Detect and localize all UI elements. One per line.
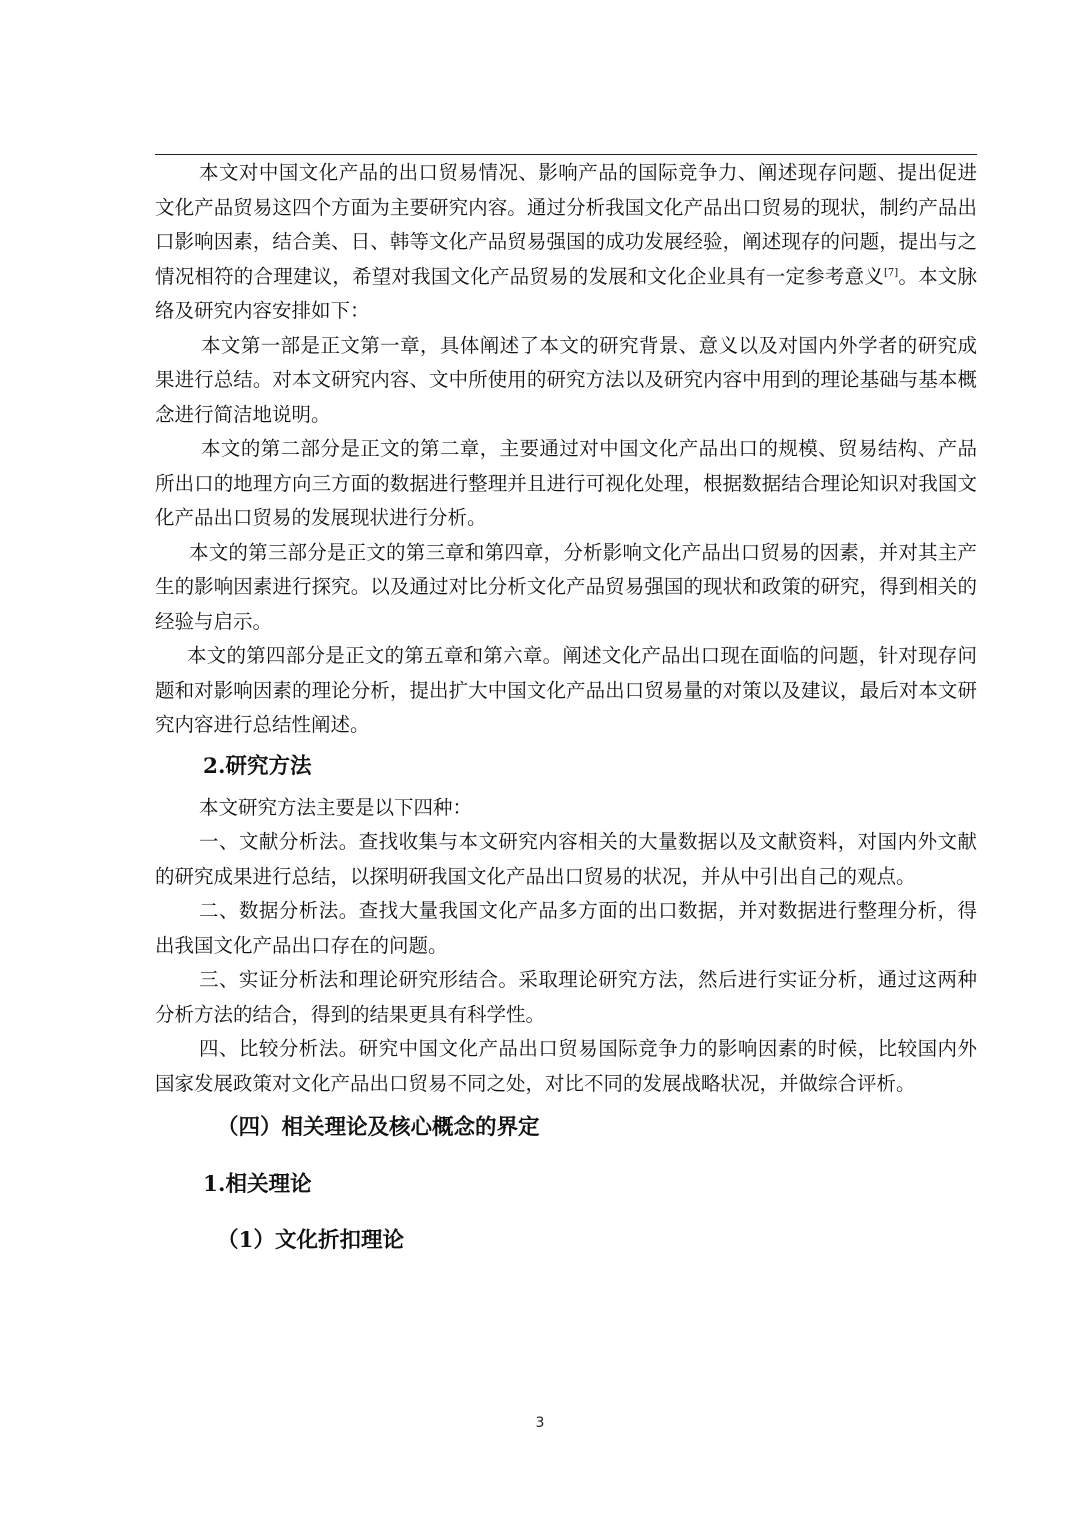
page-body: [155, 156, 977, 1256]
page-number: 3: [535, 1415, 545, 1431]
method-item-literature: 一、文献分析法。查找收集与本文研究内容相关的大量数据以及文献资料，对国内外文献的研究成果进行总结，以探明研我国文化产品出口贸易的状况，并从中引出自己的观点。: [155, 830, 977, 888]
heading-research-methods: 2.研究方法: [203, 753, 312, 779]
paragraph-part-1: 本文第一部是正文第一章，具体阐述了本文的研究背景、意义以及对国内外学者的研究成果进行总结。对本文研究内容、文中所使用的研究方法以及研究内容中用到的理论基础与基本概念进行简洁地说明。: [155, 333, 977, 426]
heading-section-four: （四）相关理论及核心概念的界定: [217, 1115, 540, 1140]
paragraph-part-4: 本文的第四部分是正文的第五章和第六章。阐述文化产品出口现在面临的问题，针对现存问题和对影响因素的理论分析，提出扩大中国文化产品出口贸易量的对策以及建议，最后对本文研究内容进行总结性阐述。: [155, 644, 977, 736]
paragraph-intro: [155, 156, 977, 329]
method-item-comparative: 四、比较分析法。研究中国文化产品出口贸易国际竞争力的影响因素的时候，比较国内外国家发展政策对文化产品出口贸易不同之处，对比不同的发展战略状况，并做综合评析。: [155, 1037, 977, 1095]
paragraph-part-2: 本文的第二部分是正文的第二章，主要通过对中国文化产品出口的规模、贸易结构、产品所出口的地理方向三方面的数据进行整理并且进行可视化处理，根据数据结合理论知识对我国文化产品出口贸易的发展现状进行分析。: [155, 437, 977, 529]
heading-cultural-discount-theory: （1）文化折扣理论: [217, 1228, 404, 1253]
method-item-empirical: 三、实证分析法和理论研究形结合。采取理论研究方法，然后进行实证分析，通过这两种分析方法的结合，得到的结果更具有科学性。: [155, 968, 977, 1026]
citation-marker: [7]: [884, 267, 899, 278]
method-item-data: 二、数据分析法。查找大量我国文化产品多方面的出口数据，并对数据进行整理分析，得出我国文化产品出口存在的问题。: [155, 899, 977, 957]
paragraph-intro-text: 本文对中国文化产品的出口贸易情况、影响产品的国际竞争力、阐述现存问题、提出促进文化产品贸易这四个方面为主要研究内容。通过分析我国文化产品出口贸易的现状，制约产品出口影响因素，结合美、日、韩等文化产品贸易强国的成功发展经验，阐述现存的问题，提出与之情况相符的合理建议，希望对我国文化产品贸易的发展和文化企业具有一定参考意义: [155, 161, 977, 288]
paragraph-part-3: 本文的第三部分是正文的第三章和第四章，分析影响文化产品出口贸易的因素，并对其主产生的影响因素进行探究。以及通过对比分析文化产品贸易强国的现状和政策的研究，得到相关的经验与启示。: [155, 540, 977, 633]
header-rule: [155, 154, 977, 155]
heading-related-theory: 1.相关理论: [203, 1172, 312, 1197]
methods-intro: 本文研究方法主要是以下四种：: [199, 795, 473, 819]
paragraph-intro-tail: 。本文脉络及研究内容安排如下：: [155, 264, 977, 322]
